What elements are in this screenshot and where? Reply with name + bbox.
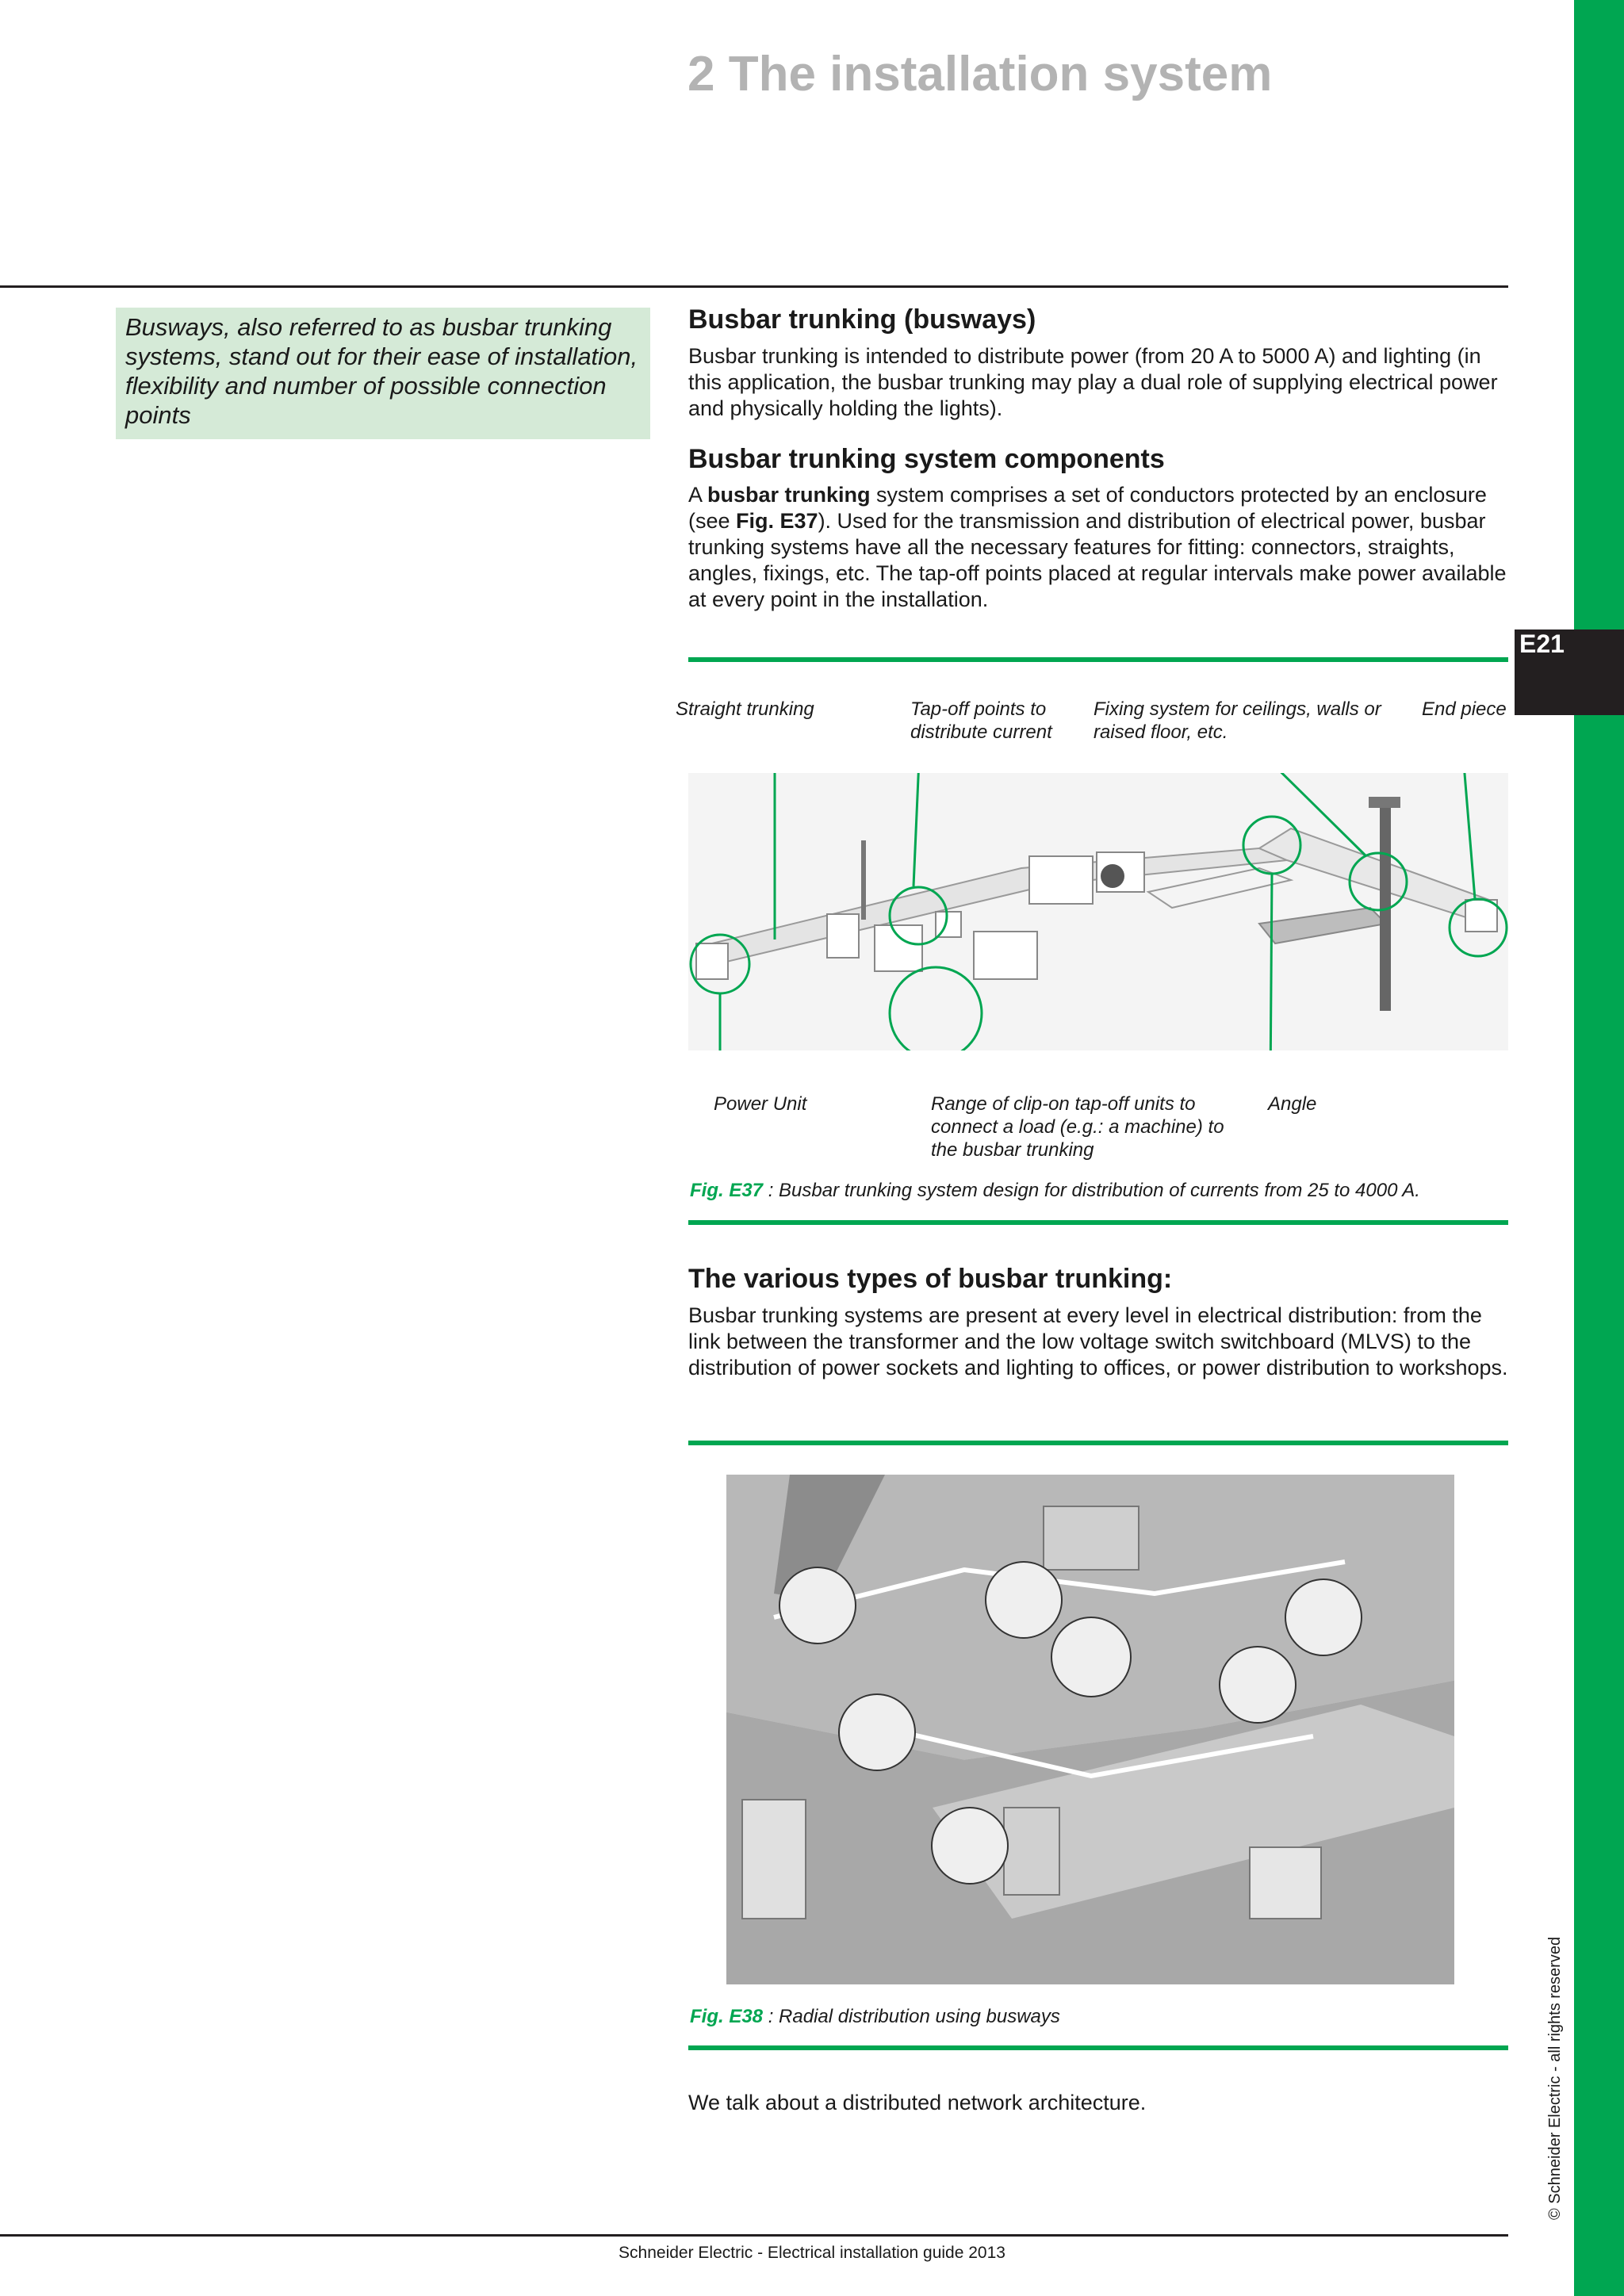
figure-e38-bottom-rule: [688, 2045, 1508, 2050]
detail-inset: [932, 1808, 1008, 1884]
page-footer: [0, 2244, 1624, 2263]
tap-off-box: [1029, 856, 1093, 904]
chapter-title: 2 The installation system: [688, 47, 1273, 101]
label-angle: Angle: [1268, 1093, 1317, 1115]
footer-text: Schneider Electric - Electrical installation guide 2013: [619, 2244, 1005, 2262]
label-straight-trunking: Straight trunking: [676, 698, 814, 720]
clip-on-unit: [875, 925, 922, 971]
figure-e37-bottom-rule: [688, 1220, 1508, 1225]
label-tap-off-points: Tap-off points to distribute current: [910, 698, 1052, 743]
power-unit-box: [696, 943, 728, 979]
header-rule: [0, 285, 1508, 288]
rotary-switch: [1101, 864, 1124, 888]
detail-inset: [986, 1562, 1062, 1638]
clip-on-unit: [827, 914, 859, 958]
label-power-unit: Power Unit: [714, 1093, 807, 1115]
figure-e37-top-rule: [688, 657, 1508, 662]
page-number-tab: E21: [1515, 629, 1624, 715]
para-distributed-architecture: We talk about a distributed network architecture.: [688, 2091, 1147, 2114]
caption-fig-e38: Fig. E38 : Radial distribution using busways: [690, 2006, 1060, 2027]
footer-rule: [0, 2234, 1508, 2237]
distribution-panel: [1004, 1808, 1059, 1895]
caption-fig-e37: Fig. E37 : Busbar trunking system design for distribution of currents from 25 to 4000 A.: [690, 1180, 1420, 1201]
clip-on-unit: [974, 932, 1037, 979]
sidebar-summary-note: Busways, also referred to as busbar trunking systems, stand out for their ease of installation, flexibility and number of possible connection points: [116, 308, 650, 439]
radial-distribution-illustration: [726, 1475, 1454, 1984]
label-clip-on-range: Range of clip-on tap-off units to connect a load (e.g.: a machine) to the busbar trunking: [931, 1093, 1224, 1161]
busbar-system-illustration: [688, 773, 1508, 1050]
ref-fig-e37: Fig. E37: [736, 509, 818, 533]
switchboard-cabinets: [742, 1800, 806, 1919]
heading-system-components: Busbar trunking system components: [688, 444, 1165, 474]
ceiling-bracket: [1369, 797, 1400, 808]
label-fixing-system: Fixing system for ceilings, walls or raised floor, etc.: [1094, 698, 1381, 743]
heading-types-of-busbar: The various types of busbar trunking:: [688, 1264, 1173, 1294]
detail-inset: [1285, 1579, 1362, 1655]
machine: [1250, 1847, 1321, 1919]
copyright-notice: © Schneider Electric - all rights reserved: [1546, 1936, 1564, 2220]
heading-busbar-trunking: Busbar trunking (busways): [688, 304, 1036, 335]
detail-inset: [1220, 1647, 1296, 1723]
para-system-components: A busbar trunking system comprises a set of conductors protected by an enclosure (see Fig. E37). Used for the transmission and distribution of electrical power, busbar trunking systems have all the necessary features for fitting: connectors, straights, angles, fixings, etc. The tap-off points placed at regular intervals make power available at every point in the installation.: [688, 483, 1507, 611]
para-types-of-busbar: Busbar trunking systems are present at every level in electrical distribution: from the link between the transformer and the low voltage switch switchboard (MLVS) to the distribution of power sockets and lighting to offices, or power distribution to workshops.: [688, 1303, 1508, 1380]
end-piece-cap: [1465, 900, 1497, 932]
label-end-piece: End piece: [1422, 698, 1507, 720]
cable-riser: [861, 840, 866, 920]
leader-angle: [1270, 874, 1272, 1050]
detail-inset: [839, 1694, 915, 1770]
detail-inset: [779, 1567, 856, 1644]
office-area: [1044, 1506, 1139, 1570]
term-busbar-trunking: busbar trunking: [707, 483, 871, 507]
detail-inset: [1051, 1617, 1131, 1697]
figure-e38-top-rule: [688, 1441, 1508, 1445]
green-margin-bar: [1574, 0, 1624, 2296]
para-busbar-trunking: Busbar trunking is intended to distribute power (from 20 A to 5000 A) and lighting (in this application, the busbar trunking may play a dual role of supplying electrical power and physically holding the lights).: [688, 344, 1498, 420]
